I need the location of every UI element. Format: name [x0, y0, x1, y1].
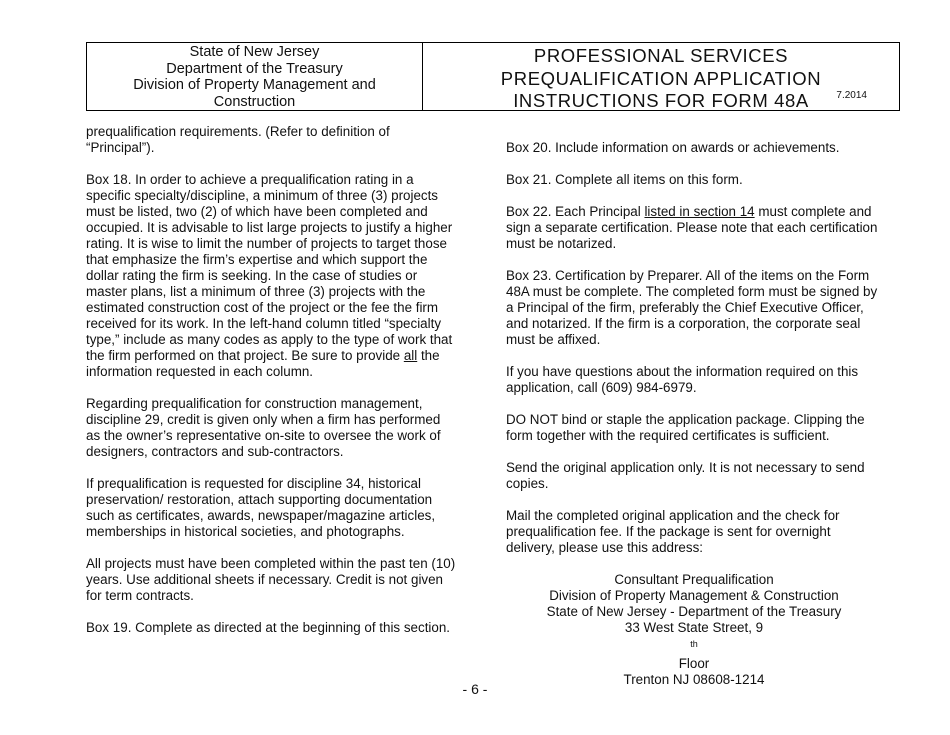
agency-state: State of New Jersey: [189, 44, 320, 60]
box-20-instructions: Box 20. Include information on awards or achievements.: [506, 140, 840, 155]
box-18-text-end: the information requested in each column.: [86, 348, 440, 379]
box-21-instructions: Box 21. Complete all items on this form.: [506, 172, 743, 187]
address-line-4: [506, 620, 882, 672]
box-22-link: listed in section 14: [644, 204, 755, 219]
box-22-text: Box 22. Each Principal: [506, 204, 645, 219]
address-line-5: Trenton NJ 08608-1214: [623, 672, 765, 688]
box-22-instructions: [506, 204, 882, 252]
questions-note: If you have questions about the information required on this application, call (609) 984-6979.: [506, 364, 859, 395]
agency-division: Division of Property Management and: [133, 77, 376, 93]
project-age-note: All projects must have been completed within the past ten (10) years. Use additional sheets if necessary. Credit is not given for term contracts.: [86, 556, 456, 603]
box-18-text: Box 18. In order to achieve a prequalification rating in a specific specialty/discipline, a minimum of three (3) projects must be listed, two (2) of which have been completed and occupied. It is advisable to list large projects to justify a higher rating. It is wise to limit the number of projects to target those that emphasize the firm’s expertise and which support the dollar rating the firm is seeking. In the case of studies or master plans, list a minimum of three (3) projects with the estimated construction cost of the project or the fee the firm received for its work. In the left-hand column titled “specialty type,” include as many codes as apply to the type of work that the firm performed on that project. Be sure to provide: [86, 172, 453, 363]
principal-reference: prequalification requirements. (Refer to definition of “Principal”).: [86, 124, 390, 155]
page-number: - 6 -: [462, 681, 488, 697]
box-18-instructions: [86, 172, 458, 380]
left-column: [86, 124, 458, 652]
box-18-emphasis: all: [403, 348, 418, 363]
page-header: [86, 42, 900, 111]
title-line-1: PROFESSIONAL SERVICES: [533, 45, 789, 66]
right-column: [506, 140, 882, 688]
mailing-address: [506, 572, 882, 688]
address-street: 33 West State Street, 9: [624, 620, 764, 635]
title-line-2: PREQUALIFICATION APPLICATION: [500, 67, 822, 89]
mailing-note: Mail the completed original application and the check for prequalification fee. If the package is sent for overnight delivery, please use this address:: [506, 508, 840, 555]
historical-preservation-note: If prequalification is requested for discipline 34, historical preservation/ restoration, attach supporting documentation such as certificates, awards, newspaper/magazine articles, memberships in historical societies, and photographs.: [86, 476, 436, 539]
address-line-3: State of New Jersey - Department of the Treasury: [546, 604, 842, 619]
send-original-note: Send the original application only. It is not necessary to send copies.: [506, 460, 865, 491]
binding-note: DO NOT bind or staple the application package. Clipping the form together with the required certificates is sufficient.: [506, 412, 865, 443]
box-19-instructions: Box 19. Complete as directed at the beginning of this section.: [86, 620, 450, 635]
address-floor: Floor: [678, 656, 710, 672]
document-title-block: [423, 43, 899, 110]
box-22-text-end: must complete and sign a separate certification. Please note that each certification must be notarized.: [506, 204, 878, 251]
construction-management-note: Regarding prequalification for construction management, discipline 29, credit is given only when a firm has performed as the owner’s representative on-site to oversee the work of designers, contractors and sub-contractors.: [86, 396, 441, 459]
box-23-instructions: Box 23. Certification by Preparer. All of the items on the Form 48A must be complete. The completed form must be signed by a Principal of the firm, preferably the Chief Executive Officer, and notarized. If the firm is a corporation, the corporate seal must be affixed.: [506, 268, 878, 347]
revision-date: 7.2014: [836, 89, 867, 101]
agency-department: Department of the Treasury: [166, 60, 343, 77]
address-line-1: Consultant Prequalification: [614, 572, 774, 587]
title-line-3: INSTRUCTIONS FOR FORM 48A: [513, 90, 809, 111]
address-floor-suffix: th: [690, 639, 698, 649]
agency-division-cont: Construction: [213, 93, 296, 110]
address-line-2: Division of Property Management & Construction: [549, 588, 839, 603]
agency-block: [87, 43, 423, 110]
